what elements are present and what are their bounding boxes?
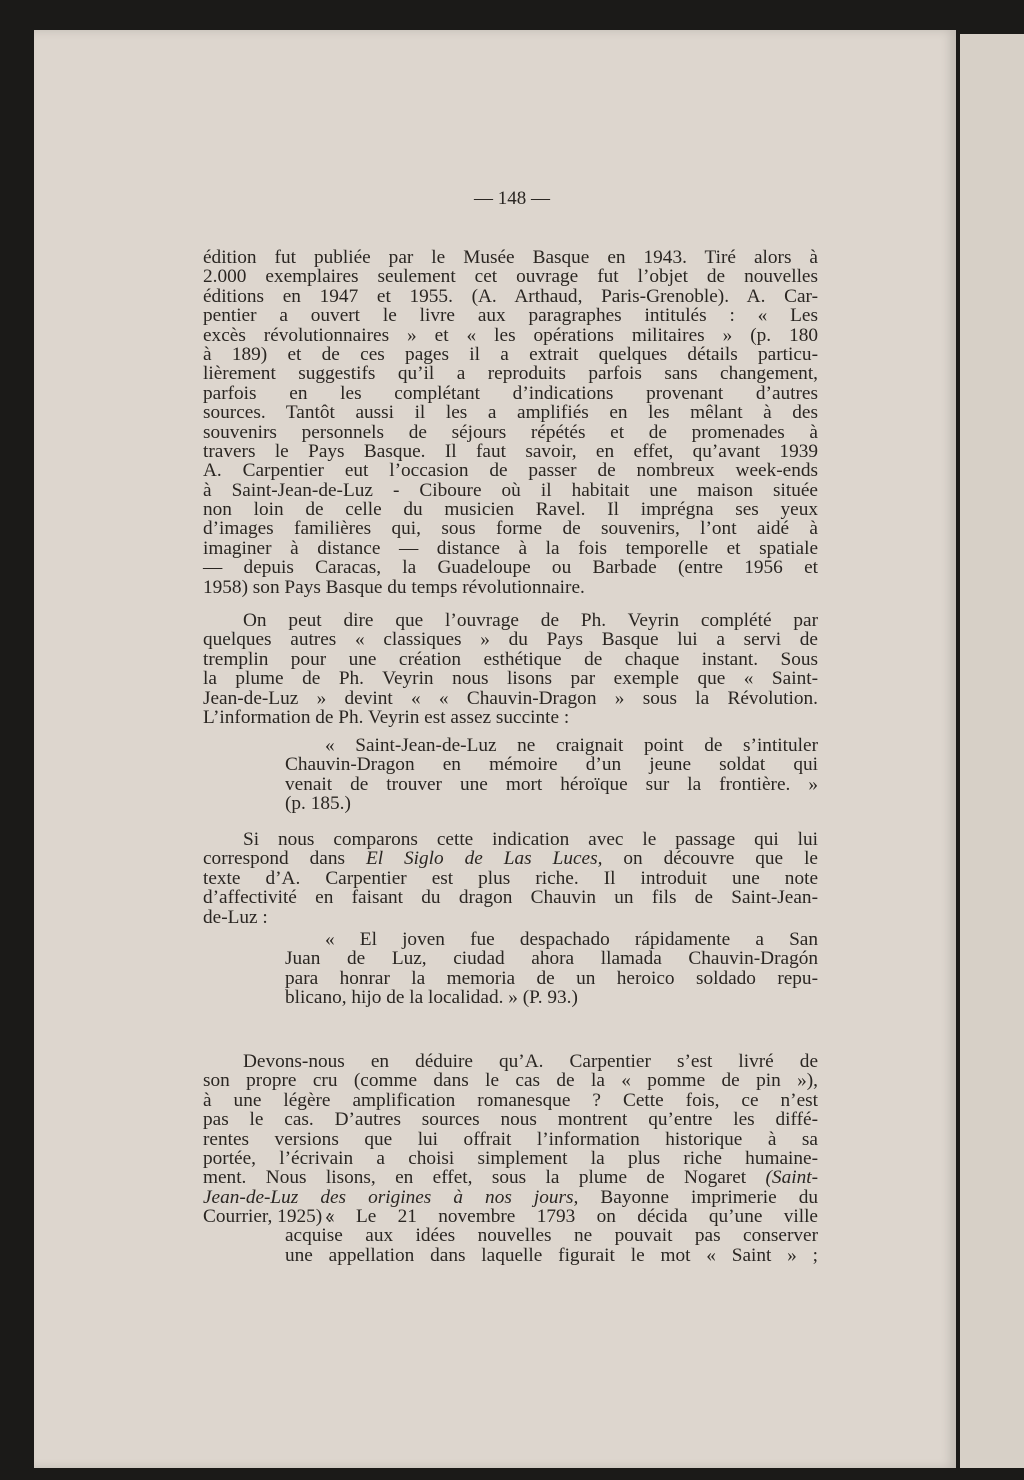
text-line: rentes versions que lui offrait l’information historique à sa [203, 1128, 818, 1150]
text-line: texte d’A. Carpentier est plus riche. Il introduit une note [203, 867, 818, 889]
text-line: 2.000 exemplaires seulement cet ouvrage fut l’objet de nouvelles [203, 266, 818, 288]
text-line: Si nous comparons cette indication avec le passage qui lui [243, 829, 818, 850]
italic-title: (Saint- [765, 1167, 818, 1189]
text-line: Devons-nous en déduire qu’A. Carpentier s’est livré de [243, 1051, 818, 1072]
text-line: à Saint-Jean-de-Luz - Ciboure où il habitait une maison située [203, 479, 818, 501]
text-line: édition fut publiée par le Musée Basque en 1943. Tiré alors à [203, 247, 818, 268]
paragraph-2 [203, 611, 818, 727]
block-quote-2 [285, 930, 818, 1008]
text-line: travers le Pays Basque. Il faut savoir, en effet, qu’avant 1939 [203, 440, 818, 462]
italic-title: El Siglo de Las Luces, [365, 848, 603, 870]
page-number: — 148 — [474, 188, 550, 209]
text-line: L’information de Ph. Veyrin est assez succinte : [203, 706, 570, 728]
text-line: 1958) son Pays Basque du temps révolutionnaire. [203, 576, 585, 598]
text-line: « Le 21 novembre 1793 on décida qu’une ville [325, 1206, 818, 1227]
text-line: souvenirs personnels de séjours répétés et de promenades à [203, 421, 818, 443]
italic-title: Jean-de-Luz des origines à nos jours, [203, 1186, 579, 1208]
text-line: de-Luz : [203, 906, 268, 928]
paragraph-3 [203, 830, 818, 927]
text-line: A. Carpentier eut l’occasion de passer de nombreux week-ends [203, 460, 818, 482]
text-line: excès révolutionnaires » et « les opérations militaires » (p. 180 [203, 324, 818, 346]
text-line: Jean-de-Luz des origines à nos jours, Bayonne imprimerie du [203, 1186, 818, 1208]
text-line: quelques autres « classiques » du Pays Basque lui a servi de [203, 629, 818, 651]
text-line: On peut dire que l’ouvrage de Ph. Veyrin complété par [243, 610, 818, 631]
text-line: ment. Nous lisons, en effet, sous la plume de Nogaret (Saint- [203, 1167, 818, 1189]
block-quote-1 [285, 736, 818, 814]
text-line: venait de trouver une mort héroïque sur la frontière. » [285, 773, 818, 795]
text-line: la plume de Ph. Veyrin nous lisons par exemple que « Saint- [203, 668, 818, 690]
paragraph-1 [203, 248, 818, 597]
text-line: Juan de Luz, ciudad ahora llamada Chauvin-Dragón [285, 948, 818, 970]
text-line: blicano, hijo de la localidad. » (P. 93.) [285, 987, 578, 1009]
text-line: Chauvin-Dragon en mémoire d’un jeune soldat qui [285, 754, 818, 776]
text-line: para honrar la memoria de un heroico soldado repu- [285, 967, 818, 989]
text-line: portée, l’écrivain a choisi simplement la plus riche humaine- [203, 1147, 818, 1169]
paragraph-4 [203, 1052, 818, 1227]
text-line: correspond dans El Siglo de Las Luces, on découvre que le [203, 848, 818, 870]
text-line: Courrier, 1925) : [203, 1206, 333, 1228]
adjacent-page-edge [960, 34, 1024, 1468]
text-line: (p. 185.) [285, 793, 351, 815]
text-line: sources. Tantôt aussi il les a amplifiés en les mêlant à des [203, 402, 818, 424]
text-line: éditions en 1947 et 1955. (A. Arthaud, Paris-Grenoble). A. Car- [203, 285, 818, 307]
text-line: imaginer à distance — distance à la fois temporelle et spatiale [203, 537, 818, 559]
text-line: non loin de celle du musicien Ravel. Il imprégna ses yeux [203, 499, 818, 521]
text-line: lièrement suggestifs qu’il a reproduits parfois sans changement, [203, 363, 818, 385]
text-line: pentier a ouvert le livre aux paragraphes intitulés : « Les [203, 305, 818, 327]
text-line: parfois en les complétant d’indications provenant d’autres [203, 382, 818, 404]
text-line: à une légère amplification romanesque ? Cette fois, ce n’est [203, 1089, 818, 1111]
text-line: — depuis Caracas, la Guadeloupe ou Barbade (entre 1956 et [203, 557, 818, 579]
block-quote-3 [285, 1207, 818, 1265]
text-line: tremplin pour une création esthétique de chaque instant. Sous [203, 648, 818, 670]
text-line: d’affectivité en faisant du dragon Chauvin un fils de Saint-Jean- [203, 887, 818, 909]
text-line: « Saint-Jean-de-Luz ne craignait point de s’intituler [325, 735, 818, 756]
text-line: à 189) et de ces pages il a extrait quelques détails particu- [203, 343, 818, 365]
text-line: acquise aux idées nouvelles ne pouvait pas conserver [285, 1225, 818, 1247]
text-line: son propre cru (comme dans le cas de la « pomme de pin »), [203, 1070, 818, 1092]
text-line: pas le cas. D’autres sources nous montrent qu’entre les diffé- [203, 1109, 818, 1131]
text-line: d’images familières qui, sous forme de souvenirs, l’ont aidé à [203, 518, 818, 540]
text-line: une appellation dans laquelle figurait le mot « Saint » ; [285, 1244, 818, 1266]
text-line: « El joven fue despachado rápidamente a San [325, 929, 818, 950]
text-line: Jean-de-Luz » devint « « Chauvin-Dragon » sous la Révolution. [203, 687, 818, 709]
